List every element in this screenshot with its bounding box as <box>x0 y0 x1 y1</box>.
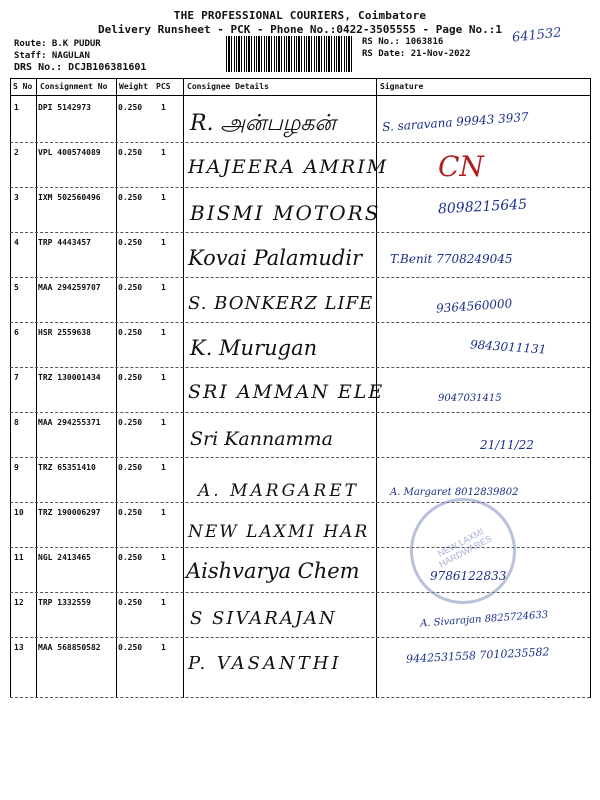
handwritten-consignee: Aishvarya Chem <box>186 559 360 583</box>
row-weight: 0.250 <box>118 418 143 427</box>
row-consignment: MAA 294259707 <box>38 283 101 292</box>
handwritten-consignee: Kovai Palamudir <box>188 246 363 270</box>
row-pcs: 1 <box>161 328 166 337</box>
row-sno: 7 <box>14 373 19 382</box>
row-pcs: 1 <box>161 463 166 472</box>
row-pcs: 1 <box>161 508 166 517</box>
row-sno: 12 <box>14 598 24 607</box>
row-consignment: TRP 4443457 <box>38 238 91 247</box>
row-pcs: 1 <box>161 193 166 202</box>
handwritten-consignee: S SIVARAJAN <box>190 608 337 629</box>
table-row <box>10 322 590 368</box>
row-sno: 1 <box>14 103 19 112</box>
document-title: THE PROFESSIONAL COURIERS, Coimbatore <box>173 9 427 22</box>
row-weight: 0.250 <box>118 238 143 247</box>
handwritten-signature: 9843011131 <box>469 337 547 357</box>
row-pcs: 1 <box>161 148 166 157</box>
row-sno: 3 <box>14 193 19 202</box>
col-header-pcs: PCS <box>156 82 171 91</box>
table-row <box>10 367 590 413</box>
row-consignment: MAA 294255371 <box>38 418 101 427</box>
row-pcs: 1 <box>161 418 166 427</box>
table-row <box>10 412 590 458</box>
row-consignment: NGL 2413465 <box>38 553 91 562</box>
staff-label: Staff: NAGULAN <box>14 51 90 61</box>
row-consignment: TRP 1332559 <box>38 598 91 607</box>
rs-number: RS No.: 1063816 <box>362 37 444 47</box>
col-header-consignment: Consignment No <box>40 82 108 91</box>
row-sno: 5 <box>14 283 19 292</box>
col-header-consignee: Consignee Details <box>187 82 269 91</box>
row-weight: 0.250 <box>118 508 143 517</box>
handwritten-signature: CN <box>438 150 484 183</box>
stamp-text: NEW LAXMI HARDWARES <box>435 526 494 570</box>
row-weight: 0.250 <box>118 598 143 607</box>
row-weight: 0.250 <box>118 103 143 112</box>
row-sno: 11 <box>14 553 24 562</box>
row-pcs: 1 <box>161 643 166 652</box>
row-sno: 10 <box>14 508 24 517</box>
row-weight: 0.250 <box>118 373 143 382</box>
company-stamp <box>410 498 516 604</box>
row-pcs: 1 <box>161 373 166 382</box>
table-row <box>10 142 590 188</box>
handwritten-signature: 21/11/22 <box>480 438 534 452</box>
runsheet-subtitle: Delivery Runsheet - PCK - Phone No.:0422-3505555 - Page No.:1 <box>98 23 502 36</box>
handwritten-signature: T.Benit 7708249045 <box>390 252 513 266</box>
row-pcs: 1 <box>161 283 166 292</box>
table-row <box>10 457 590 503</box>
table-row <box>10 187 590 233</box>
col-header-weight: Weight <box>119 82 148 91</box>
row-weight: 0.250 <box>118 643 143 652</box>
row-pcs: 1 <box>161 103 166 112</box>
rs-date: RS Date: 21-Nov-2022 <box>362 49 471 59</box>
row-sno: 9 <box>14 463 19 472</box>
handwritten-signature: 9364560000 <box>435 296 513 316</box>
table-top-border <box>10 78 590 79</box>
col-header-sno: S No <box>13 82 33 91</box>
table-row <box>10 277 590 323</box>
table-row <box>10 637 590 698</box>
row-consignment: DPI 5142973 <box>38 103 91 112</box>
row-sno: 13 <box>14 643 24 652</box>
col-header-signature: Signature <box>380 82 424 91</box>
handwritten-consignee: A. MARGARET <box>198 481 359 501</box>
handwritten-corner-note: 641532 <box>511 25 563 46</box>
rs-info-block <box>362 36 470 60</box>
barcode-image <box>226 36 354 72</box>
row-weight: 0.250 <box>118 193 143 202</box>
handwritten-consignee: S. BONKERZ LIFE <box>188 293 374 314</box>
row-pcs: 1 <box>161 553 166 562</box>
handwritten-signature: A. Sivarajan 8825724633 <box>419 609 549 630</box>
row-weight: 0.250 <box>118 553 143 562</box>
handwritten-consignee: HAJEERA AMRIM <box>188 156 389 178</box>
row-sno: 4 <box>14 238 19 247</box>
table-row <box>10 232 590 278</box>
table-row <box>10 592 590 638</box>
row-pcs: 1 <box>161 598 166 607</box>
handwritten-consignee: Sri Kannamma <box>190 428 333 450</box>
handwritten-signature: 9047031415 <box>438 393 502 404</box>
row-weight: 0.250 <box>118 328 143 337</box>
handwritten-consignee: SRI AMMAN ELE <box>188 381 385 403</box>
handwritten-signature: A. Margaret 8012839802 <box>390 487 519 498</box>
row-sno: 8 <box>14 418 19 427</box>
route-label: Route: B.K PUDUR <box>14 39 101 49</box>
row-sno: 6 <box>14 328 19 337</box>
handwritten-signature: 8098215645 <box>437 196 528 218</box>
row-consignment: TRZ 190006297 <box>38 508 101 517</box>
table-header-border <box>10 95 590 96</box>
row-weight: 0.250 <box>118 148 143 157</box>
drs-number: DRS No.: DCJB106381601 <box>14 62 147 73</box>
route-staff-block <box>14 38 146 74</box>
row-consignment: HSR 2559638 <box>38 328 91 337</box>
row-weight: 0.250 <box>118 463 143 472</box>
row-consignment: IXM 502560496 <box>38 193 101 202</box>
row-consignment: MAA 568850582 <box>38 643 101 652</box>
handwritten-consignee: K. Murugan <box>190 336 318 360</box>
handwritten-signature: 9442531558 7010235582 <box>405 645 550 666</box>
row-consignment: TRZ 65351410 <box>38 463 96 472</box>
handwritten-consignee: P. VASANTHI <box>188 653 342 674</box>
handwritten-signature: S. saravana 99943 3937 <box>381 109 530 135</box>
row-sno: 2 <box>14 148 19 157</box>
handwritten-consignee: R. அன்பழகன் <box>190 111 336 136</box>
handwritten-consignee: NEW LAXMI HAR <box>188 522 370 542</box>
handwritten-signature: 9786122833 <box>430 569 507 583</box>
row-consignment: TRZ 130001434 <box>38 373 101 382</box>
row-weight: 0.250 <box>118 283 143 292</box>
row-consignment: VPL 400574089 <box>38 148 101 157</box>
col-divider <box>590 78 591 698</box>
handwritten-consignee: BISMI MOTORS <box>190 201 381 225</box>
table-row <box>10 97 590 143</box>
row-pcs: 1 <box>161 238 166 247</box>
